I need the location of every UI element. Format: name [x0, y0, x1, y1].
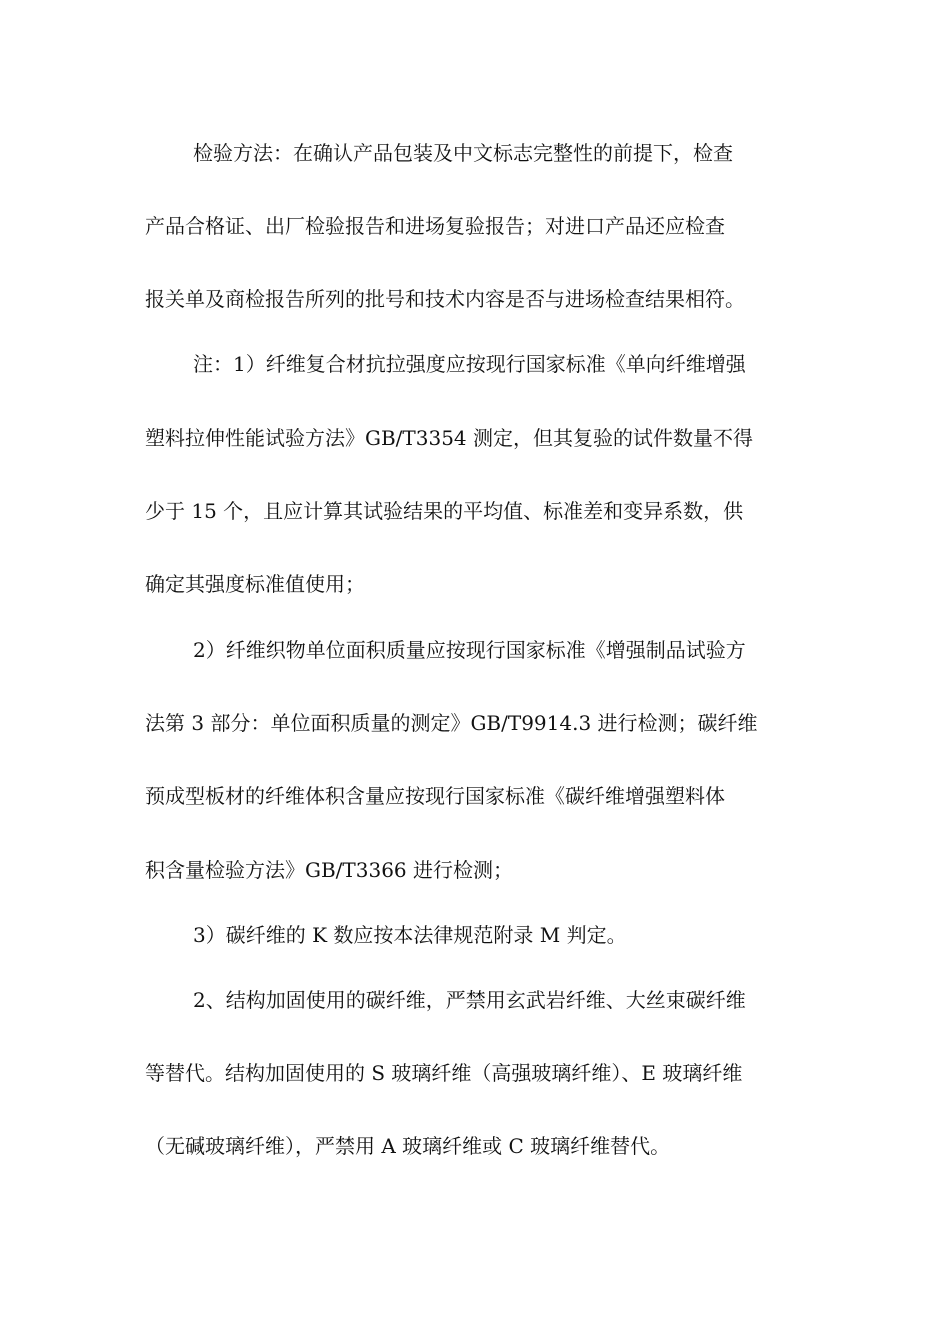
note-1-line-3: 少于 15 个，且应计算其试验结果的平均值、标准差和变异系数，供	[145, 499, 744, 523]
note-1-line-1: 注：1）纤维复合材抗拉强度应按现行国家标准《单向纤维增强	[193, 352, 746, 376]
note-2-line-2: 法第 3 部分：单位面积质量的测定》GB/T9914.3 进行检测；碳纤维	[145, 711, 758, 735]
note-3-line-1: 3）碳纤维的 K 数应按本法律规范附录 M 判定。	[193, 923, 627, 947]
clause-2-line-1: 2、结构加固使用的碳纤维，严禁用玄武岩纤维、大丝束碳纤维	[193, 988, 746, 1012]
inspection-method-line-1: 检验方法：在确认产品包装及中文标志完整性的前提下，检查	[193, 141, 733, 165]
clause-2-line-3: （无碱玻璃纤维），严禁用 A 玻璃纤维或 C 玻璃纤维替代。	[145, 1134, 671, 1158]
inspection-method-line-2: 产品合格证、出厂检验报告和进场复验报告；对进口产品还应检查	[145, 214, 725, 238]
note-2-line-3: 预成型板材的纤维体积含量应按现行国家标准《碳纤维增强塑料体	[145, 784, 725, 808]
inspection-method-line-3: 报关单及商检报告所列的批号和技术内容是否与进场检查结果相符。	[145, 287, 745, 311]
clause-2-line-2: 等替代。结构加固使用的 S 玻璃纤维（高强玻璃纤维）、E 玻璃纤维	[145, 1061, 743, 1085]
note-2-line-4: 积含量检验方法》GB/T3366 进行检测；	[145, 858, 514, 882]
note-1-line-4: 确定其强度标准值使用；	[145, 572, 365, 596]
note-2-line-1: 2）纤维织物单位面积质量应按现行国家标准《增强制品试验方	[193, 638, 746, 662]
note-1-line-2: 塑料拉伸性能试验方法》GB/T3354 测定，但其复验的试件数量不得	[145, 426, 754, 450]
